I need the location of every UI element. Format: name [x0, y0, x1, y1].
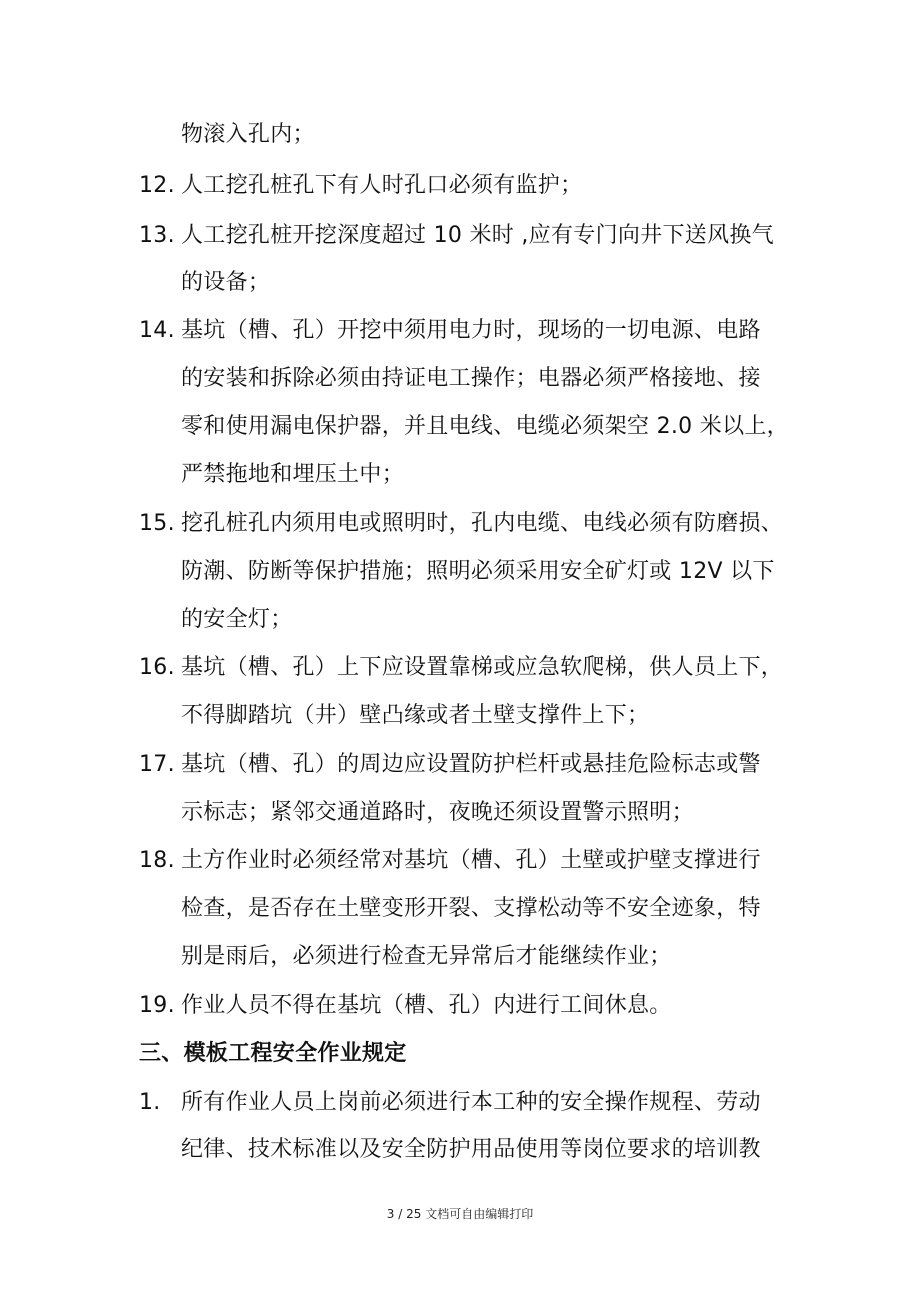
list-item-text-line: 检查，是否存在土壁变形开裂、支撑松动等不安全迹象，特 [181, 896, 761, 921]
list-item-number: 14. [139, 318, 175, 343]
list-item-text-line: 物滚入孔内； [181, 122, 315, 147]
list-item-number: 18. [139, 848, 175, 873]
list-item-number: 1. [139, 1090, 161, 1115]
list-item-text-line: 的设备； [181, 270, 271, 295]
list-item-number: 12. [139, 173, 175, 198]
list-item-number: 19. [139, 993, 175, 1018]
list-item-text-line: 纪律、技术标准以及安全防护用品使用等岗位要求的培训教 [181, 1137, 761, 1162]
list-item-number: 16. [139, 655, 175, 680]
list-item-text-line: 示标志；紧邻交通道路时，夜晚还须设置警示照明； [181, 800, 694, 825]
list-item-text-line: 防潮、防断等保护措施；照明必须采用安全矿灯或 12V 以下 [181, 559, 775, 584]
list-item-text-line: 基坑（槽、孔）的周边应设置防护栏杆或悬挂危险标志或警 [181, 752, 761, 777]
list-item-text-line: 别是雨后，必须进行检查无异常后才能继续作业； [181, 944, 672, 969]
list-item-text-line: 人工挖孔桩孔下有人时孔口必须有监护； [181, 173, 583, 198]
list-item-text-line: 零和使用漏电保护器，并且电线、电缆必须架空 2.0 米以上， [181, 414, 789, 439]
list-item-text-line: 的安全灯； [181, 607, 293, 632]
list-item-text-line: 基坑（槽、孔）上下应设置靠梯或应急软爬梯，供人员上下， [181, 655, 784, 680]
list-item-text-line: 人工挖孔桩开挖深度超过 10 米时 ,应有专门向井下送风换气 [181, 223, 774, 248]
list-item-text-line: 严禁拖地和埋压土中； [181, 462, 405, 487]
list-item-text-line: 所有作业人员上岗前必须进行本工种的安全操作规程、劳动 [181, 1090, 761, 1115]
page-footer: 3 / 25 文档可自由编辑打印 [386, 1207, 534, 1221]
list-item-text-line: 不得脚踏坑（井）壁凸缘或者土壁支撑件上下； [181, 703, 650, 728]
list-item-text-line: 作业人员不得在基坑（槽、孔）内进行工间休息。 [181, 993, 672, 1018]
section-heading-text: 三、模板工程安全作业规定 [139, 1041, 407, 1066]
list-item-text-line: 的安装和拆除必须由持证电工操作；电器必须严格接地、接 [181, 366, 761, 391]
list-item-text-line: 土方作业时必须经常对基坑（槽、孔）土壁或护壁支撑进行 [181, 848, 761, 873]
list-item-text-line: 挖孔桩孔内须用电或照明时，孔内电缆、电线必须有防磨损、 [181, 511, 784, 536]
list-item-text-line: 基坑（槽、孔）开挖中须用电力时，现场的一切电源、电路 [181, 318, 761, 343]
list-item-number: 17. [139, 752, 175, 777]
list-item-number: 13. [139, 223, 175, 248]
list-item-number: 15. [139, 511, 175, 536]
